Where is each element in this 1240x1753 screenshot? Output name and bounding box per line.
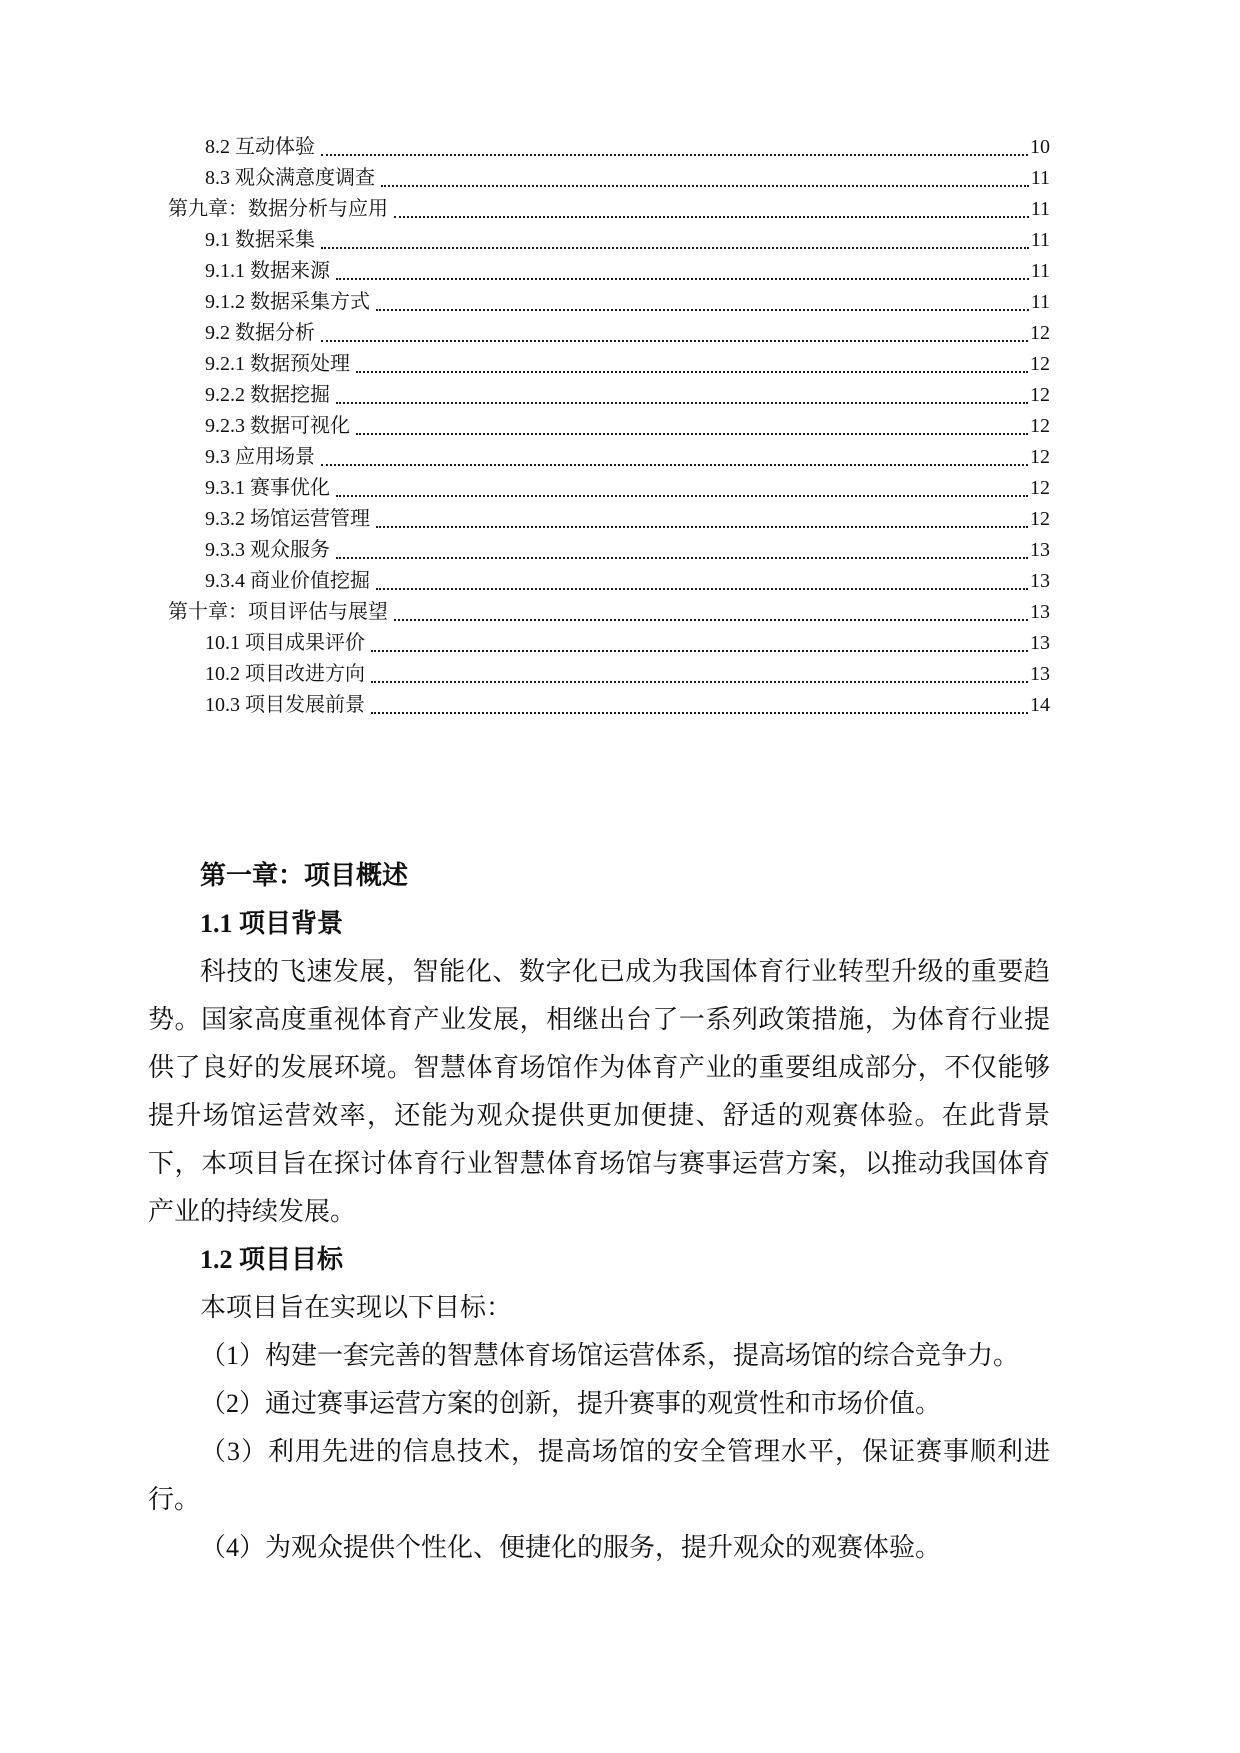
toc-entry-page-number: 13 [1030,663,1050,685]
toc-entry-page-number: 11 [1030,198,1050,220]
toc-entry-page-number: 11 [1030,229,1050,251]
paragraph-goals-intro: 本项目旨在实现以下目标： [200,1293,513,1322]
toc-entry[interactable] [148,690,1050,721]
toc-entry[interactable] [148,194,1050,225]
toc-entry-label: 8.3 观众满意度调查 [205,167,375,189]
toc-entry[interactable] [148,225,1050,256]
goal-item-2: （2）通过赛事运营方案的创新，提升赛事的观赏性和市场价值。 [200,1389,942,1418]
toc-entry[interactable] [148,411,1050,442]
toc-entry-page-number: 12 [1030,477,1050,499]
section-1-2-heading: 1.2 项目目标 [200,1245,344,1274]
toc-leader-dots [336,495,1028,497]
toc-entry-page-number: 12 [1030,415,1050,437]
toc-entry-page-number: 12 [1030,322,1050,344]
toc-entry[interactable] [148,473,1050,504]
toc-entry-label: 9.2.3 数据可视化 [205,415,350,437]
toc-leader-dots [394,216,1029,218]
toc-entry-label: 9.2.1 数据预处理 [205,353,350,375]
toc-entry-label: 10.1 项目成果评价 [205,632,365,654]
section-1-1-heading: 1.1 项目背景 [200,909,344,938]
toc-entry-label: 第九章：数据分析与应用 [168,198,388,220]
toc-entry-label: 9.1 数据采集 [205,229,315,251]
toc-leader-dots [336,402,1028,404]
toc-leader-dots [371,712,1028,714]
toc-entry-label: 9.1.2 数据采集方式 [205,291,370,313]
toc-entry-page-number: 10 [1030,136,1050,158]
toc-entry-label: 9.3.1 赛事优化 [205,477,330,499]
toc-entry-label: 9.3.3 观众服务 [205,539,330,561]
toc-entry-label: 10.3 项目发展前景 [205,694,365,716]
toc-entry-label: 第十章：项目评估与展望 [168,601,388,623]
toc-leader-dots [356,371,1028,373]
toc-leader-dots [321,154,1028,156]
toc-entry[interactable] [148,628,1050,659]
toc-entry[interactable] [148,318,1050,349]
toc-entry[interactable] [148,597,1050,628]
toc-entry-label: 9.2 数据分析 [205,322,315,344]
table-of-contents [148,132,1050,721]
toc-entry-page-number: 13 [1030,632,1050,654]
toc-entry-page-number: 12 [1030,384,1050,406]
toc-leader-dots [321,464,1028,466]
toc-leader-dots [376,588,1028,590]
toc-entry-label: 9.3.2 场馆运营管理 [205,508,370,530]
chapter-1-body [148,852,1050,1572]
toc-entry-page-number: 13 [1030,570,1050,592]
toc-entry[interactable] [148,287,1050,318]
goal-item-1: （1）构建一套完善的智慧体育场馆运营体系，提高场馆的综合竞争力。 [200,1341,1020,1370]
toc-entry[interactable] [148,659,1050,690]
toc-leader-dots [381,185,1029,187]
toc-entry-page-number: 11 [1030,291,1050,313]
toc-entry-page-number: 11 [1030,260,1050,282]
toc-entry[interactable] [148,380,1050,411]
toc-entry-label: 9.1.1 数据来源 [205,260,330,282]
toc-entry-page-number: 12 [1030,353,1050,375]
toc-entry-page-number: 12 [1030,446,1050,468]
toc-entry-label: 9.3.4 商业价值挖掘 [205,570,370,592]
toc-leader-dots [371,650,1028,652]
toc-leader-dots [336,557,1028,559]
toc-entry-page-number: 14 [1030,694,1050,716]
toc-entry[interactable] [148,442,1050,473]
toc-entry-page-number: 13 [1030,539,1050,561]
toc-leader-dots [376,526,1028,528]
toc-entry[interactable] [148,256,1050,287]
chapter-1-heading: 第一章：项目概述 [200,861,409,890]
toc-entry-page-number: 12 [1030,508,1050,530]
toc-leader-dots [376,309,1029,311]
toc-leader-dots [321,247,1029,249]
goal-item-3: （3）利用先进的信息技术，提高场馆的安全管理水平，保证赛事顺利进行。 [148,1437,1050,1514]
toc-leader-dots [356,433,1028,435]
toc-entry[interactable] [148,163,1050,194]
toc-entry[interactable] [148,504,1050,535]
toc-leader-dots [321,340,1028,342]
toc-entry-label: 8.2 互动体验 [205,136,315,158]
goal-item-4: （4）为观众提供个性化、便捷化的服务，提升观众的观赛体验。 [200,1533,942,1562]
toc-entry[interactable] [148,566,1050,597]
toc-entry[interactable] [148,132,1050,163]
toc-entry-label: 9.3 应用场景 [205,446,315,468]
toc-entry[interactable] [148,349,1050,380]
toc-entry-page-number: 11 [1030,167,1050,189]
toc-entry[interactable] [148,535,1050,566]
toc-entry-label: 9.2.2 数据挖掘 [205,384,330,406]
toc-leader-dots [394,619,1028,621]
paragraph-project-background: 科技的飞速发展，智能化、数字化已成为我国体育行业转型升级的重要趋势。国家高度重视体育产业发展，相继出台了一系列政策措施，为体育行业提供了良好的发展环境。智慧体育场馆作为体育产业的重要组成部分，不仅能够提升场馆运营效率，还能为观众提供更加便捷、舒适的观赛体验。在此背景下，本项目旨在探讨体育行业智慧体育场馆与赛事运营方案，以推动我国体育产业的持续发展。 [148,957,1050,1226]
toc-leader-dots [336,278,1029,280]
toc-leader-dots [371,681,1028,683]
toc-entry-page-number: 13 [1030,601,1050,623]
toc-entry-label: 10.2 项目改进方向 [205,663,365,685]
